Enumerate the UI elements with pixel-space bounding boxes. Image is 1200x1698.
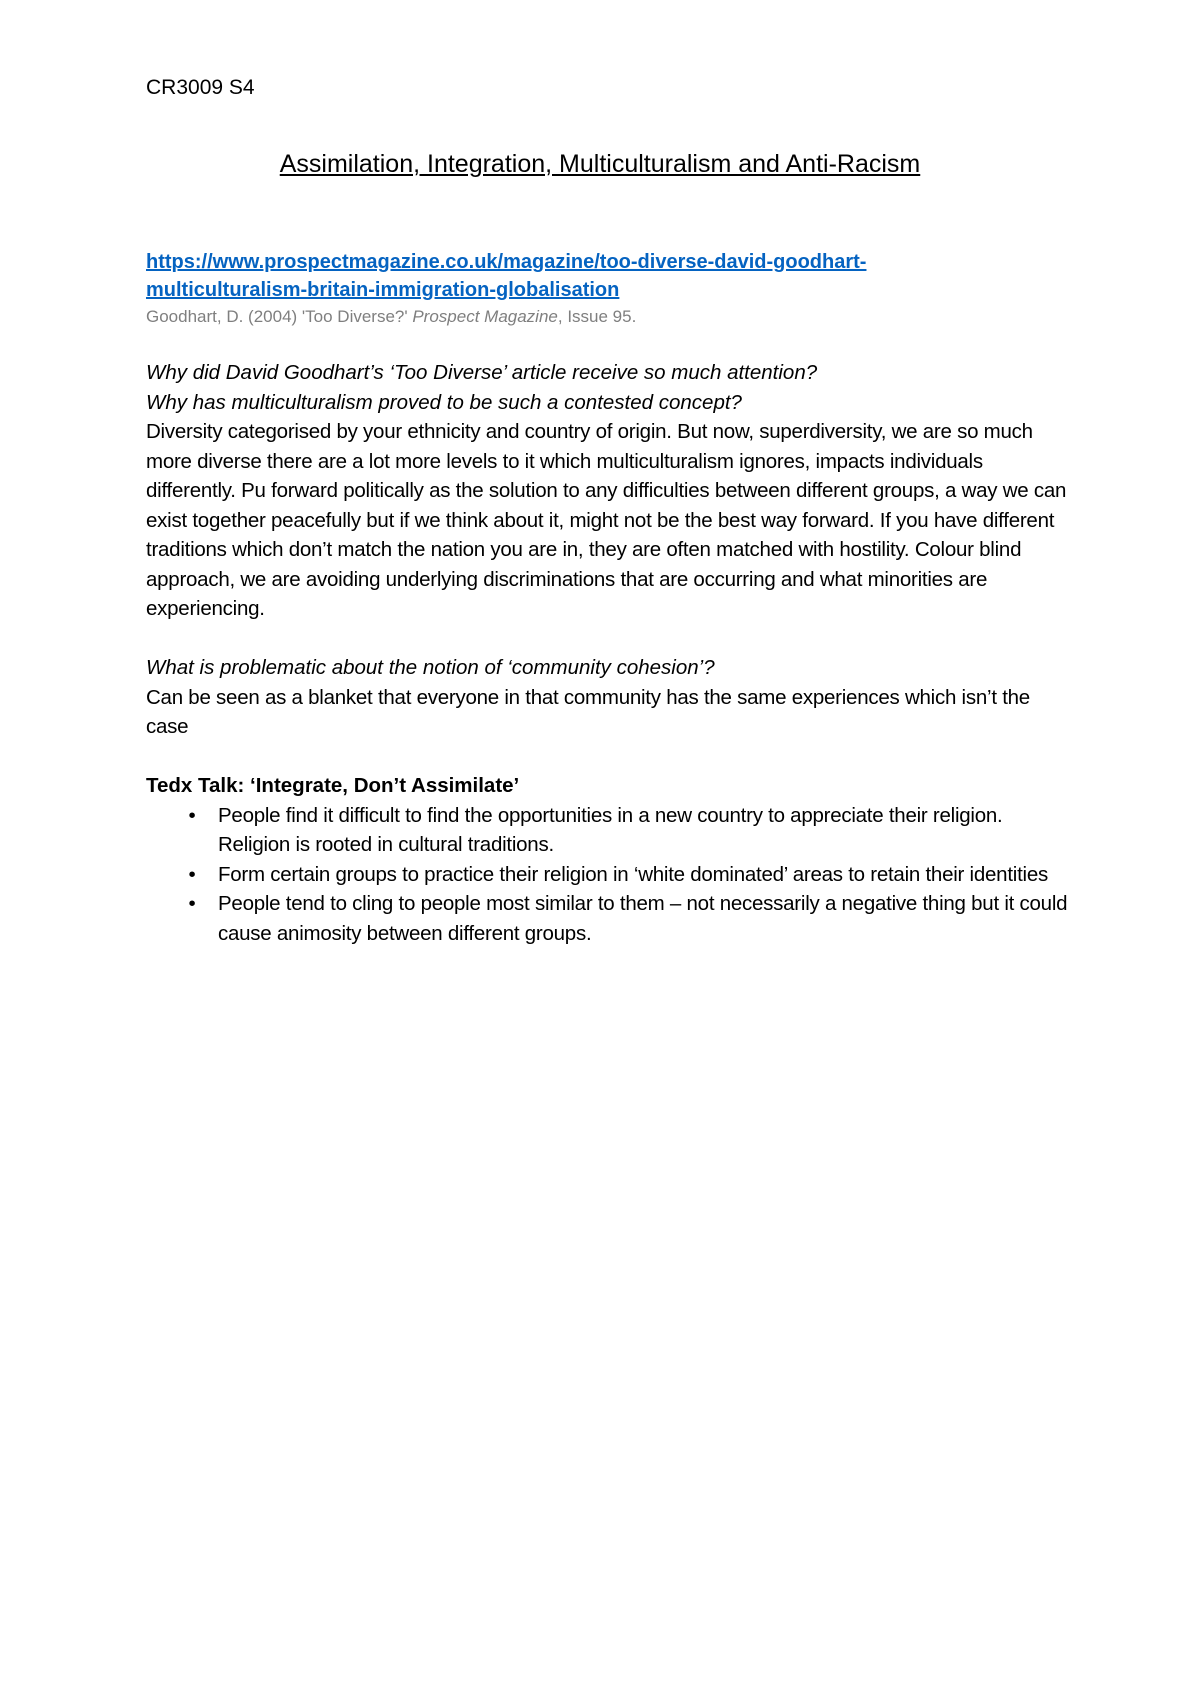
bullet-icon: • xyxy=(188,862,196,886)
spacer xyxy=(146,624,1076,654)
tedx-bullet-list xyxy=(146,801,1076,949)
bullet-text: People find it difficult to find the opportunities in a new country to appreciate their religion. Religion is rooted in cultural traditions. xyxy=(218,803,1003,856)
citation-author: Goodhart, D. (2004) 'Too Diverse?' xyxy=(146,307,413,326)
bullet-item xyxy=(146,801,1076,860)
bullet-item xyxy=(146,860,1076,890)
document-title: Assimilation, Integration, Multiculturalism and Anti-Racism xyxy=(279,150,921,178)
answer-multiculturalism: Diversity categorised by your ethnicity and country of origin. But now, superdiversity, we are so much more diverse there are a lot more levels to it which multiculturalism ignores, impacts individuals differently. Pu forward politically as the solution to any difficulties between different groups, a way we can exist together peacefully but if we think about it, might not be the best way forward. If you have different traditions which don’t match the nation you are in, they are often matched with hostility. Colour blind approach, we are avoiding underlying discriminations that are occurring and what minorities are experiencing. xyxy=(146,420,1067,620)
article-link-line-2[interactable]: multiculturalism-britain-immigration-globalisation xyxy=(146,279,620,301)
bullet-text: Form certain groups to practice their religion in ‘white dominated’ areas to retain their identities xyxy=(218,862,1048,886)
citation-journal: Prospect Magazine xyxy=(412,307,558,326)
document-body xyxy=(146,358,1076,948)
tedx-heading: Tedx Talk: ‘Integrate, Don’t Assimilate’ xyxy=(146,774,520,797)
citation-issue: , Issue 95. xyxy=(557,307,637,326)
bullet-item xyxy=(146,889,1076,948)
article-link[interactable] xyxy=(146,248,1076,304)
reference-block xyxy=(146,248,1076,330)
course-code: CR3009 S4 xyxy=(146,76,255,99)
question-goodhart-attention: Why did David Goodhart’s ‘Too Diverse’ article receive so much attention? xyxy=(146,361,818,384)
question-multiculturalism-contested: Why has multiculturalism proved to be such a contested concept? xyxy=(146,390,742,414)
bullet-icon: • xyxy=(188,892,196,915)
bullet-icon: • xyxy=(188,803,196,827)
citation xyxy=(146,304,1076,330)
article-link-line-1[interactable]: https://www.prospectmagazine.co.uk/magazine/too-diverse-david-goodhart- xyxy=(146,251,867,273)
spacer xyxy=(146,742,1076,772)
question-community-cohesion: What is problematic about the notion of ‘community cohesion’? xyxy=(146,656,715,679)
bullet-text: People tend to cling to people most similar to them – not necessarily a negative thing but it could cause animosity between different groups. xyxy=(218,892,1068,945)
answer-community-cohesion: Can be seen as a blanket that everyone in that community has the same experiences which isn’t the case xyxy=(146,685,1030,738)
